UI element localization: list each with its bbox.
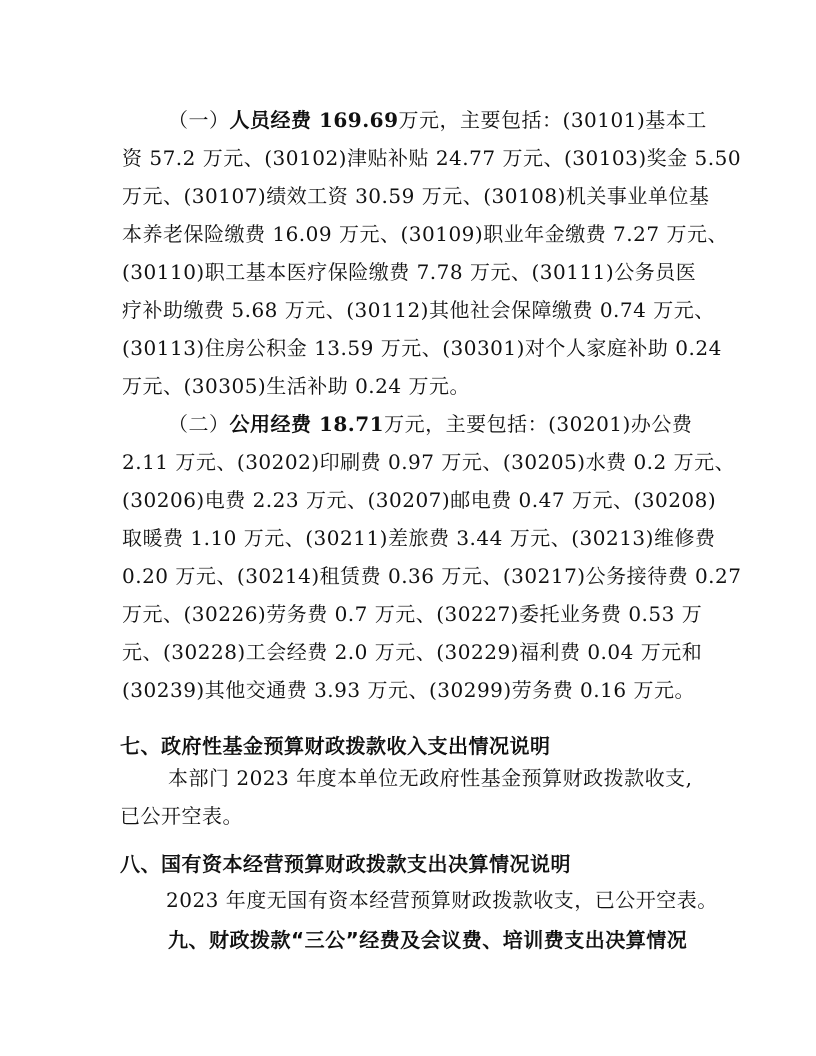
public-line-2: 2.11 万元、(30202)印刷费 0.97 万元、(30205)水费 0.2 万元、 — [122, 450, 736, 474]
public-line-3: (30206)电费 2.23 万元、(30207)邮电费 0.47 万元、(30208) — [122, 488, 717, 512]
public-line-8: (30239)其他交通费 3.93 万元、(30299)劳务费 0.16 万元。 — [122, 678, 695, 702]
personnel-line-7: (30113)住房公积金 13.59 万元、(30301)对个人家庭补助 0.24 — [122, 336, 722, 360]
public-line-7: 元、(30228)工会经费 2.0 万元、(30229)福利费 0.04 万元和 — [122, 640, 703, 664]
personnel-line-1-rest: 万元，主要包括：(30101)基本工 — [398, 108, 707, 132]
public-line-4: 取暖费 1.10 万元、(30211)差旅费 3.44 万元、(30213)维修费 — [122, 526, 716, 550]
public-line-5: 0.20 万元、(30214)租赁费 0.36 万元、(30217)公务接待费 0.27 — [122, 564, 742, 588]
personnel-line-1 — [168, 108, 707, 132]
section-8-heading: 八、国有资本经营预算财政拨款支出决算情况说明 — [120, 852, 571, 876]
personnel-line-4: 本养老保险缴费 16.09 万元、(30109)职业年金缴费 7.27 万元、 — [122, 222, 728, 246]
section-7-line-2: 已公开空表。 — [120, 804, 243, 828]
public-line-6: 万元、(30226)劳务费 0.7 万元、(30227)委托业务费 0.53 万 — [122, 602, 703, 626]
public-heading: 公用经费 18.71 — [229, 412, 385, 436]
public-line-1 — [168, 412, 692, 436]
personnel-line-5: (30110)职工基本医疗保险缴费 7.78 万元、(30111)公务员医 — [122, 260, 697, 284]
personnel-line-3: 万元、(30107)绩效工资 30.59 万元、(30108)机关事业单位基 — [122, 184, 710, 208]
personnel-line-2: 资 57.2 万元、(30102)津贴补贴 24.77 万元、(30103)奖金 5.50 — [122, 146, 742, 170]
section-7-line-1: 本部门 2023 年度本单位无政府性基金预算财政拨款收支, — [168, 766, 693, 790]
personnel-heading: 人员经费 169.69 — [229, 108, 399, 132]
section-8-line-1: 2023 年度无国有资本经营预算财政拨款收支，已公开空表。 — [166, 888, 718, 912]
section-9-heading: 九、财政拨款“三公”经费及会议费、培训费支出决算情况 — [168, 928, 688, 952]
public-number: （二） — [168, 412, 230, 436]
personnel-line-6: 疗补助缴费 5.68 万元、(30112)其他社会保障缴费 0.74 万元、 — [122, 298, 715, 322]
section-7-heading: 七、政府性基金预算财政拨款收入支出情况说明 — [120, 734, 551, 758]
public-line-1-rest: 万元，主要包括：(30201)办公费 — [384, 412, 693, 436]
personnel-number: （一） — [168, 108, 230, 132]
personnel-line-8: 万元、(30305)生活补助 0.24 万元。 — [122, 374, 470, 398]
